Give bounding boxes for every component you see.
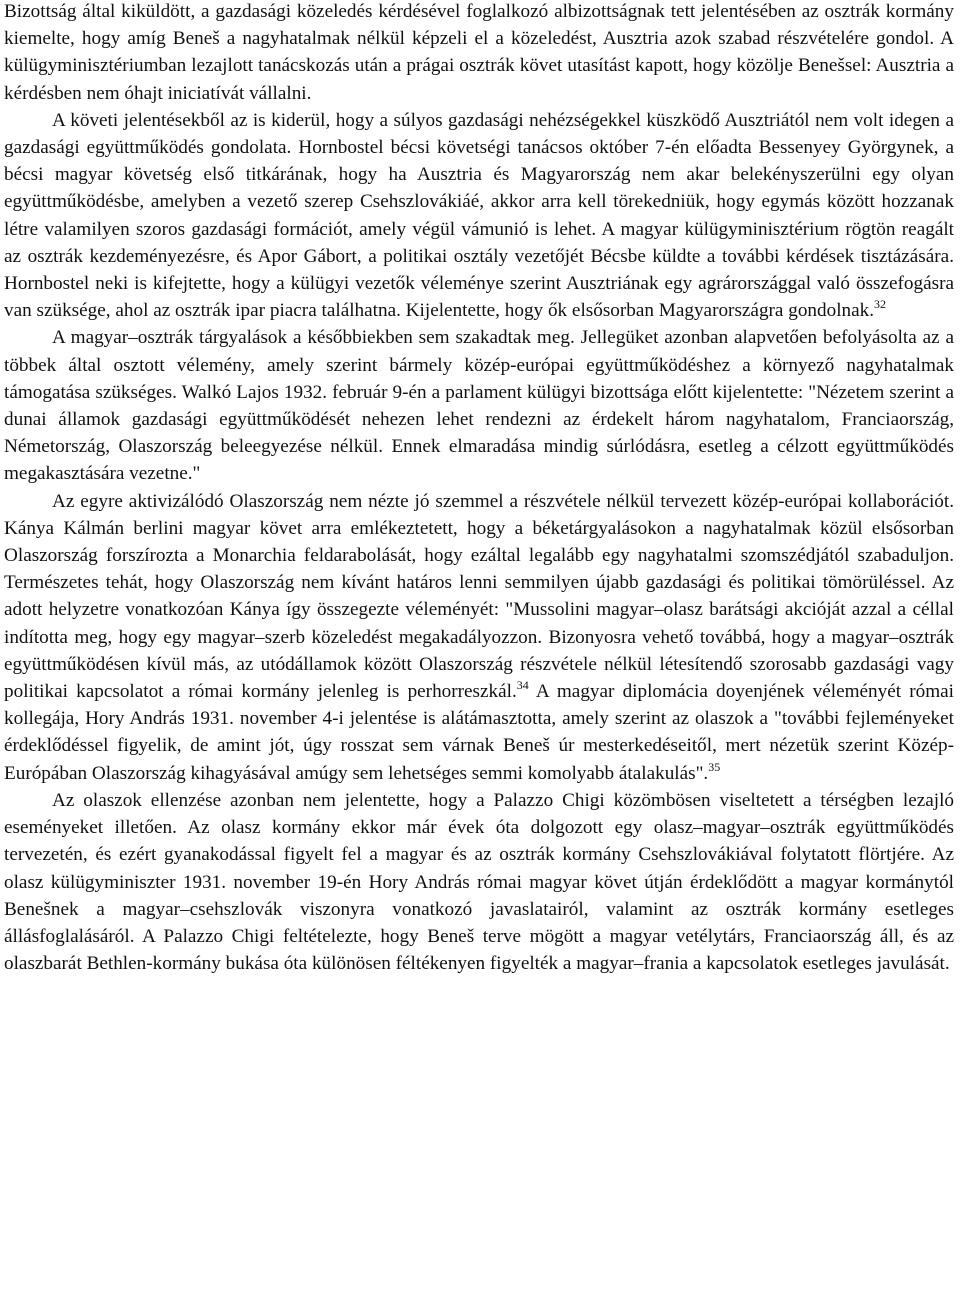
paragraph-2 [4,107,954,325]
paragraph-1-text: Bizottság által kiküldött, a gazdasági közeledés kérdésével foglalkozó albizottságnak tett jelentésében az osztrák kormány kiemelte, hogy amíg Beneš a nagyhatalmak nélkül képzeli el a közeledést, Ausztria azok szabad részvételére gondol. A külügyminisztériumban lezajlott tanácskozás után a prágai osztrák követ utasítást kapott, hogy közölje Benešsel: Ausztria a kérdésben nem óhajt iniciatívát vállalni. [4,1,954,104]
paragraph-1 [4,0,954,107]
footnote-ref-34[interactable]: 34 [516,678,529,693]
paragraph-4-text-part-1: Az egyre aktivizálódó Olaszország nem nézte jó szemmel a részvétele nélkül tervezett közép-európai kollaborációt. Kánya Kálmán berlini magyar követ arra emlékeztetett, hogy a béketárgyalásokon a nagyhatalmak közül elsősorban Olaszország forszírozta a Monarchia feldarabolását, hogy ezáltal legalább egy nagyhatalmi szomszédjától szabaduljon. Természetes tehát, hogy Olaszország nem kívánt határos lenni semmilyen újabb gazdasági és politikai tömörüléssel. Az adott helyzetre vonatkozóan Kánya így összegezte véleményét: "Mussolini magyar–olasz barátsági akcióját azzal a céllal indította meg, hogy egy magyar–szerb közeledést megakadályozzon. Bizonyosra vehető továbbá, hogy a magyar–osztrák együttműködésen kívül más, az utódállamok között Olaszország részvétele nélkül létesítendő szorosabb gazdasági vagy politikai kapcsolatot a római kormány jelenleg is perhorreszkál. [4,490,954,703]
footnote-ref-35[interactable]: 35 [708,759,721,774]
paragraph-5-text: Az olaszok ellenzése azonban nem jelentette, hogy a Palazzo Chigi közömbösen viseltetett a térségben lezajló eseményeket illetően. Az olasz kormány ekkor már évek óta dolgozott egy olasz–magyar–osztrák együttműködés tervezetén, és ezért gyanakodással figyelt fel a magyar és az osztrák kormány Csehszlovákiával folytatott flörtjére. Az olasz külügyminiszter 1931. november 19-én Hory András római magyar követ útján érdeklődött a magyar kormánytól Benešnek a magyar–csehszlovák viszonyra vonatkozó javaslatairól, valamint az osztrák kormány esetleges állásfoglalásáról. A Palazzo Chigi feltételezte, hogy Beneš terve mögött a magyar vetélytárs, Franciaország áll, és az olaszbarát Bethlen-kormány bukása óta különösen féltékenyen figyelték a magyar–frania a kapcsolatok esetleges javulását. [4,789,954,975]
paragraph-4 [4,488,954,787]
paragraph-5 [4,787,954,977]
paragraph-3-text: A magyar–osztrák tárgyalások a későbbiekben sem szakadtak meg. Jellegüket azonban alapvetően befolyásolta az a többek által osztott vélemény, amely szerint bármely közép-európai együttműködéshez a környező nagyhatalmak támogatása szükséges. Walkó Lajos 1932. február 9-én a parlament külügyi bizottsága előtt kijelentette: "Nézetem szerint a dunai államok gazdasági együttműködését nehezen lehet rendezni az érdekelt három nagyhatalom, Franciaország, Németország, Olaszország beleegyezése nélkül. Ennek elmaradása mindig súrlódásra, esetleg a célzott együttműködés megakasztására vezetne." [4,327,954,485]
paragraph-2-text: A követi jelentésekből az is kiderül, hogy a súlyos gazdasági nehézségekkel küszködő Ausztriától nem volt idegen a gazdasági együttműködés gondolata. Hornbostel bécsi követségi tanácsos október 7-én előadta Bessenyey Györgynek, a bécsi magyar követség első titkárának, hogy ha Ausztria és Magyarország nem akar belekényszerülni egy olyan együttműködésbe, amelyben a vezető szerep Csehszlovákiáé, akkor arra kell törekedniük, hogy egymás között hozzanak létre valamilyen szoros gazdasági formációt, amely végül vámunió is lehet. A magyar külügyminisztérium rögtön reagált az osztrák kezdeményezésre, és Apor Gábort, a politikai osztály vezetőjét Bécsbe küldte a további kérdések tisztázására. Hornbostel neki is kifejtette, hogy a külügyi vezetők véleménye szerint Ausztriának egy agrárországgal való összefogásra van szüksége, ahol az osztrák ipar piacra találhatna. Kijelentette, hogy ők elsősorban Magyarországra gondolnak. [4,109,954,322]
paragraph-3 [4,324,954,487]
paragraph-4-text-part-2: A magyar diplomácia doyenjének véleményét római kollegája, Hory András 1931. november 4-i jelentése is alátámasztotta, amely szerint az olaszok a "további fejleményeket érdeklődéssel figyelik, de amint jót, úgy rosszat sem várnak Beneš úr mesterkedéseitől, mert nézetük szerint Közép-Európában Olaszország kihagyásával amúgy sem lehetséges semmi komolyabb átalakulás". [4,681,954,784]
footnote-ref-32[interactable]: 32 [874,297,887,312]
